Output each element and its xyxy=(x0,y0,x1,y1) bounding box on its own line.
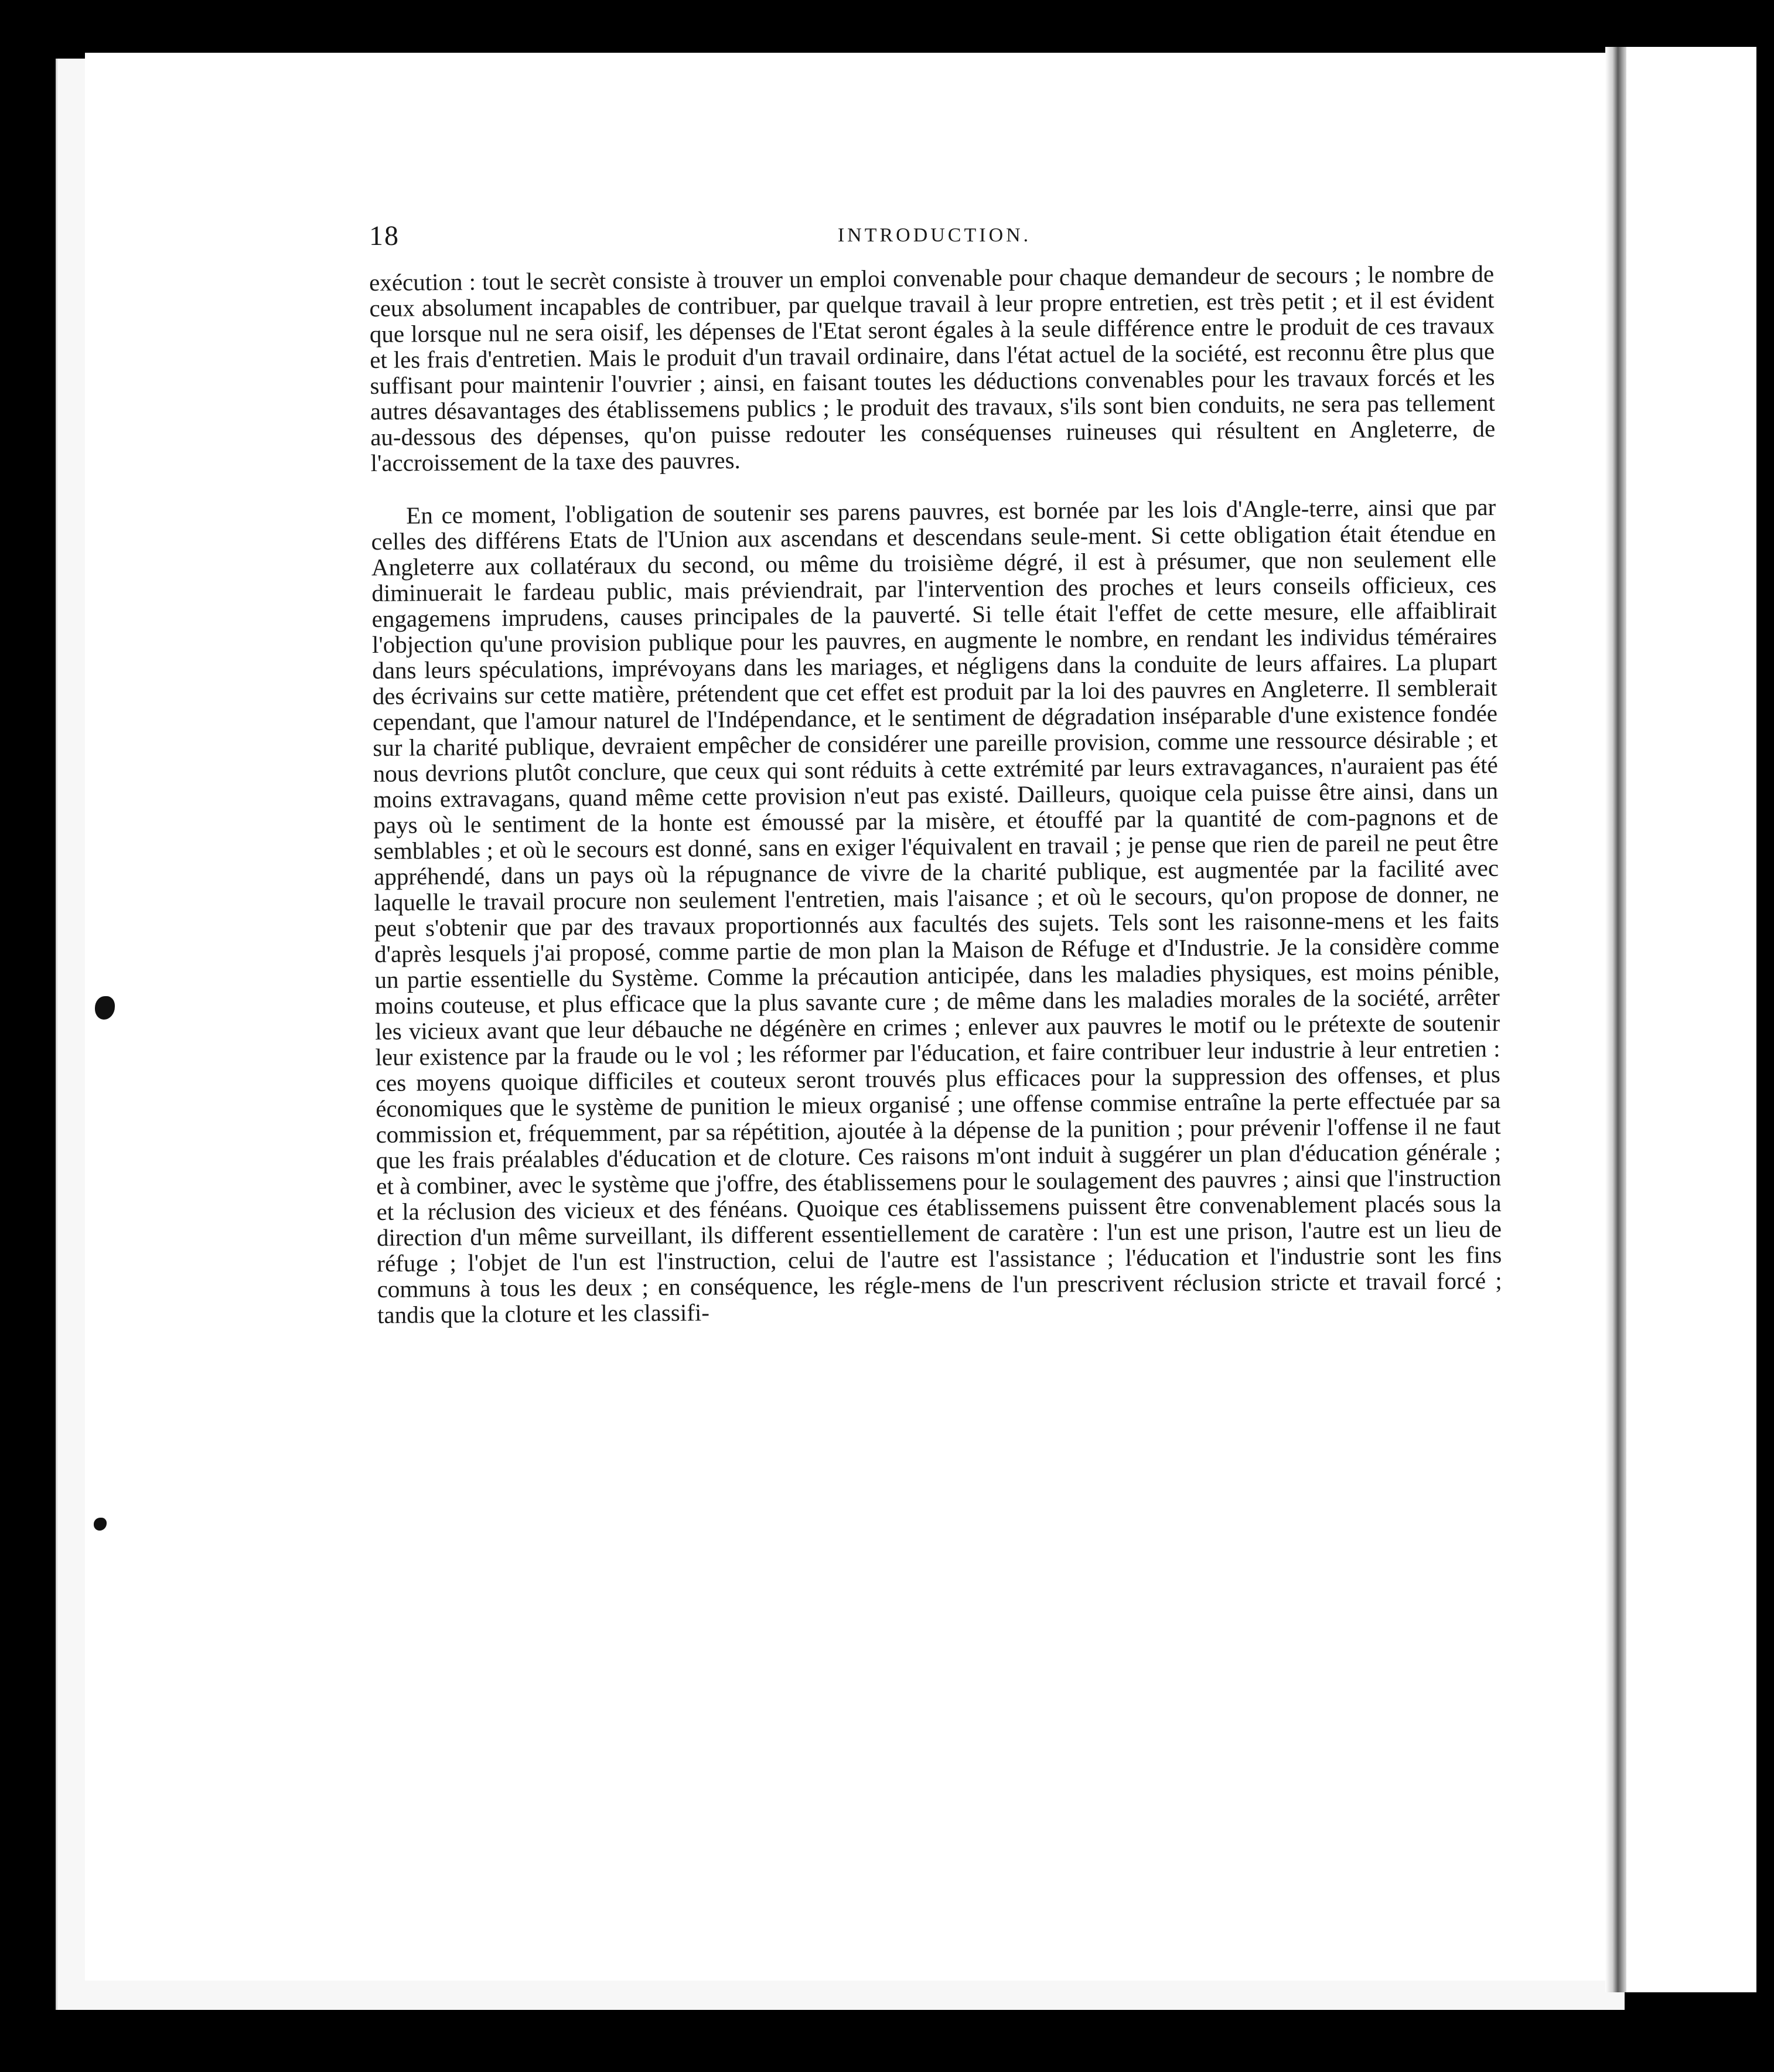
body-text xyxy=(369,261,1502,1328)
paragraph-obligation: En ce moment, l'obligation de soutenir ses parens pauvres, est bornée par les lois d'Angle-terre, ainsi que par celles des différens Etats de l'Union aux ascendans et descendans seule-ment. Si cette obligation était étendue en Angleterre aux collatéraux du second, ou même du troisième dégré, il est à présumer, que non seulement elle diminuerait le fardeau public, mais préviendrait, par l'intervention des proches et leurs conseils officieux, ces engagemens imprudens, causes principales de la pauverté. Si telle était l'effet de cette mesure, elle affaiblirait l'objection qu'une provision publique pour les pauvres, en augmente le nombre, en rendant les individus téméraires dans leurs spéculations, imprévoyans dans les mariages, et négligens dans la conduite de leurs affaires. La plupart des écrivains sur cette matière, prétendent que cet effet est produit par la loi des pauvres en Angleterre. Il semblerait cependant, que l'amour naturel de l'Indépendance, et le sentiment de dégradation inséparable d'une existence fondée sur la charité publique, devraient empêcher de considérer une pareille provision, comme une ressource désirable ; et nous devrions plutôt conclure, que ceux qui sont réduits à cette extrémité par leurs extravagances, n'auraient pas été moins extravagans, quand même cette provision n'eut pas existé. Dailleurs, quoique cela puisse être ainsi, dans un pays où le sentiment de la honte est émoussé par la misère, et étouffé par la quantité de com-pagnons et de semblables ; et où le secours est donné, sans en exiger l'équivalent en travail ; je pense que rien de pareil ne peut être appréhendé, dans un pays où la répugnance de vivre de la charité publique, est augmentée par la facilité avec laquelle le travail procure non seulement l'entretien, mais l'aisance ; et où le secours, qu'on propose de donner, ne peut s'obtenir que par des travaux proportionnés aux facultés des sujets. Tels sont les raisonne-mens et les faits d'après lesquels j'ai proposé, comme partie de mon plan la Maison de Réfuge et d'Industrie. Je la considère comme un partie essentielle du Système. Comme la précaution anticipée, dans les maladies physiques, est moins pénible, moins couteuse, et plus efficace que la plus savante cure ; de même dans les maladies morales de la société, arrêter les vicieux avant que leur débauche ne dégénère en crimes ; enlever aux pauvres le motif ou le prétexte de soutenir leur existence par la fraude ou le vol ; les réformer par l'éducation, et faire contribuer leur industrie à leur entretien : ces moyens quoique difficiles et couteux seront trouvés plus efficaces pour la suppression des offenses, et plus économiques que le système de punition le mieux organisé ; une offense commise entraîne la perte effectuée par sa commission et, fréquemment, par sa répétition, ajoutée à la dépense de la punition ; pour prévenir l'offense il ne faut que les frais préalables d'éducation et de cloture. Ces raisons m'ont induit à suggérer un plan d'éducation générale ; et à combiner, avec le système que j'offre, des établissemens pour le soulagement des pauvres ; ainsi que l'instruction et la réclusion des vicieux et des fénéans. Quoique ces établissemens puissent être convenablement placés sous la direction d'un même surveillant, ils different essentiellement de caratère : l'un est une prison, l'autre est un lieu de réfuge ; l'objet de l'un est l'instruction, celui de l'autre est l'assistance ; l'éducation et l'industrie sont les fins communs à tous les deux ; en conséquence, les régle-mens de l'un prescrivent réclusion stricte et travail forcé ; tandis que la cloture et les classifi- xyxy=(371,493,1502,1328)
running-title: INTRODUCTION. xyxy=(837,224,1032,246)
paragraph-continued: exécution : tout le secrèt consiste à trouver un emploi convenable pour chaque demandeur de secours ; le nombre de ceux absolument incapables de contribuer, par quelque travail à leur propre entretien, est très petit ; et il est évident que lorsque nul ne sera oisif, les dépenses de l'Etat seront égales à la seule différence entre le produit de ces travaux et les frais d'entretien. Mais le produit d'un travail ordinaire, dans l'état actuel de la société, est reconnu être plus que suffisant pour maintenir l'ouvrier ; ainsi, en faisant toutes les déductions convenables pour les travaux forcés et les autres désavantages des établissemens publics ; le produit des travaux, s'ils sont bien conduits, ne sera pas tellement au-dessous des dépenses, qu'on puisse redouter les conséquenses ruineuses qui résultent en Angleterre, de l'accroissement de la taxe des pauvres. xyxy=(369,260,1496,476)
running-header xyxy=(369,220,1500,261)
page-gutter xyxy=(1605,47,1626,1992)
page-number: 18 xyxy=(369,220,400,251)
facing-page-edge xyxy=(1626,47,1756,1992)
